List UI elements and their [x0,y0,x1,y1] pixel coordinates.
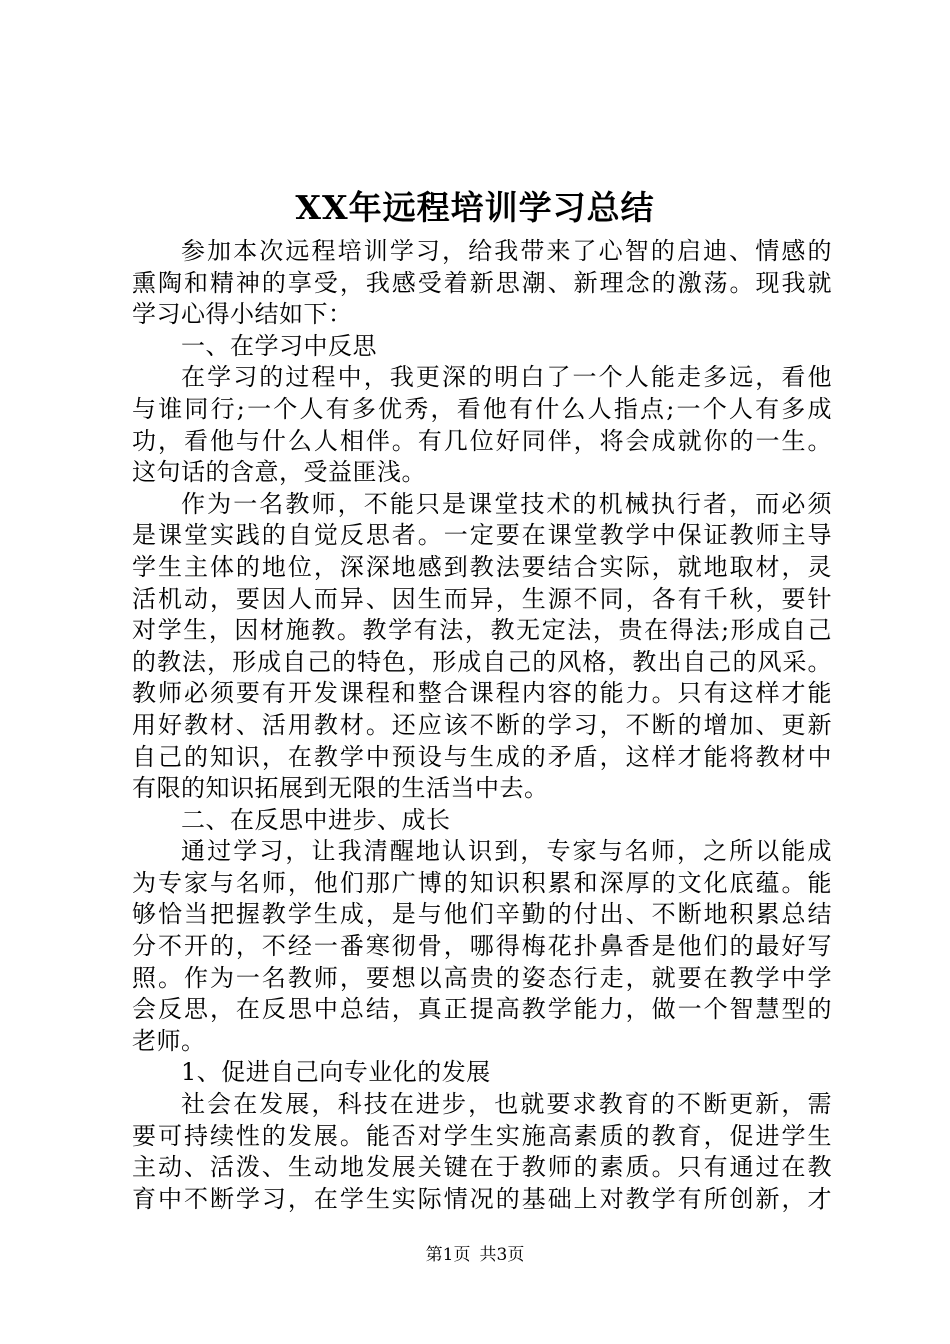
paragraph-line: 是课堂实践的自觉反思者。一定要在课堂教学中保证教师主导 [132,521,832,550]
paragraph-line: 对学生，因材施教。教学有法，教无定法，贵在得法;形成自己 [132,616,832,645]
paragraph-line: 与谁同行;一个人有多优秀，看他有什么人指点;一个人有多成 [132,394,832,423]
paragraph-line: 的教法，形成自己的特色，形成自己的风格，教出自己的风采。 [132,647,832,676]
paragraph-line: 老师。 [132,1026,206,1055]
subsection-heading: 1、促进自己向专业化的发展 [181,1058,491,1087]
paragraph-line: 育中不断学习，在学生实际情况的基础上对教学有所创新，才 [132,1184,832,1213]
section-heading: 一、在学习中反思 [181,331,377,360]
paragraph-line: 分不开的，不经一番寒彻骨，哪得梅花扑鼻香是他们的最好写 [132,932,832,961]
paragraph-line: 参加本次远程培训学习，给我带来了心智的启迪、情感的 [181,237,832,265]
paragraph-line: 这句话的含意，受益匪浅。 [132,458,426,487]
paragraph-line: 会反思，在反思中总结，真正提高教学能力，做一个智慧型的 [132,995,832,1024]
paragraph-line: 功，看他与什么人相伴。有几位好同伴，将会成就你的一生。 [132,426,832,455]
section-heading: 二、在反思中进步、成长 [181,805,451,834]
paragraph-line: 为专家与名师，他们那广博的知识积累和深厚的文化底蕴。能 [132,868,832,897]
paragraph-line: 在学习的过程中，我更深的明白了一个人能走多远，看他 [181,363,832,392]
paragraph-line: 学习心得小结如下： [132,300,353,329]
paragraph-line: 有限的知识拓展到无限的生活当中去。 [132,774,549,803]
paragraph-line: 用好教材、活用教材。还应该不断的学习，不断的增加、更新 [132,710,832,739]
paragraph-line: 学生主体的地位，深深地感到教法要结合实际，就地取材，灵 [132,552,832,581]
page-total: 共3页 [479,1245,525,1265]
page-number: 第1页 [425,1245,471,1265]
paragraph-line: 自己的知识，在教学中预设与生成的矛盾，这样才能将教材中 [132,742,832,771]
paragraph-line: 主动、活泼、生动地发展关键在于教师的素质。只有通过在教 [132,1153,832,1182]
paragraph-line: 够恰当把握教学生成，是与他们辛勤的付出、不断地积累总结 [132,900,832,929]
paragraph-line: 通过学习，让我清醒地认识到，专家与名师，之所以能成 [181,837,832,866]
document-title: XX年远程培训学习总结 [295,188,655,227]
paragraph-line: 活机动，要因人而异、因生而异，生源不同，各有千秋，要针 [132,584,832,613]
paragraph-line: 照。作为一名教师，要想以高贵的姿态行走，就要在教学中学 [132,963,832,992]
document-body [132,236,832,1215]
paragraph-line: 要可持续性的发展。能否对学生实施高素质的教育，促进学生 [132,1121,832,1150]
paragraph-line: 教师必须要有开发课程和整合课程内容的能力。只有这样才能 [132,679,832,708]
paragraph-line: 作为一名教师，不能只是课堂技术的机械执行者，而必须 [181,489,832,518]
page-footer [0,1243,950,1267]
paragraph-line: 熏陶和精神的享受，我感受着新思潮、新理念的激荡。现我就 [132,268,832,297]
paragraph-line: 社会在发展，科技在进步，也就要求教育的不断更新，需 [181,1090,832,1119]
